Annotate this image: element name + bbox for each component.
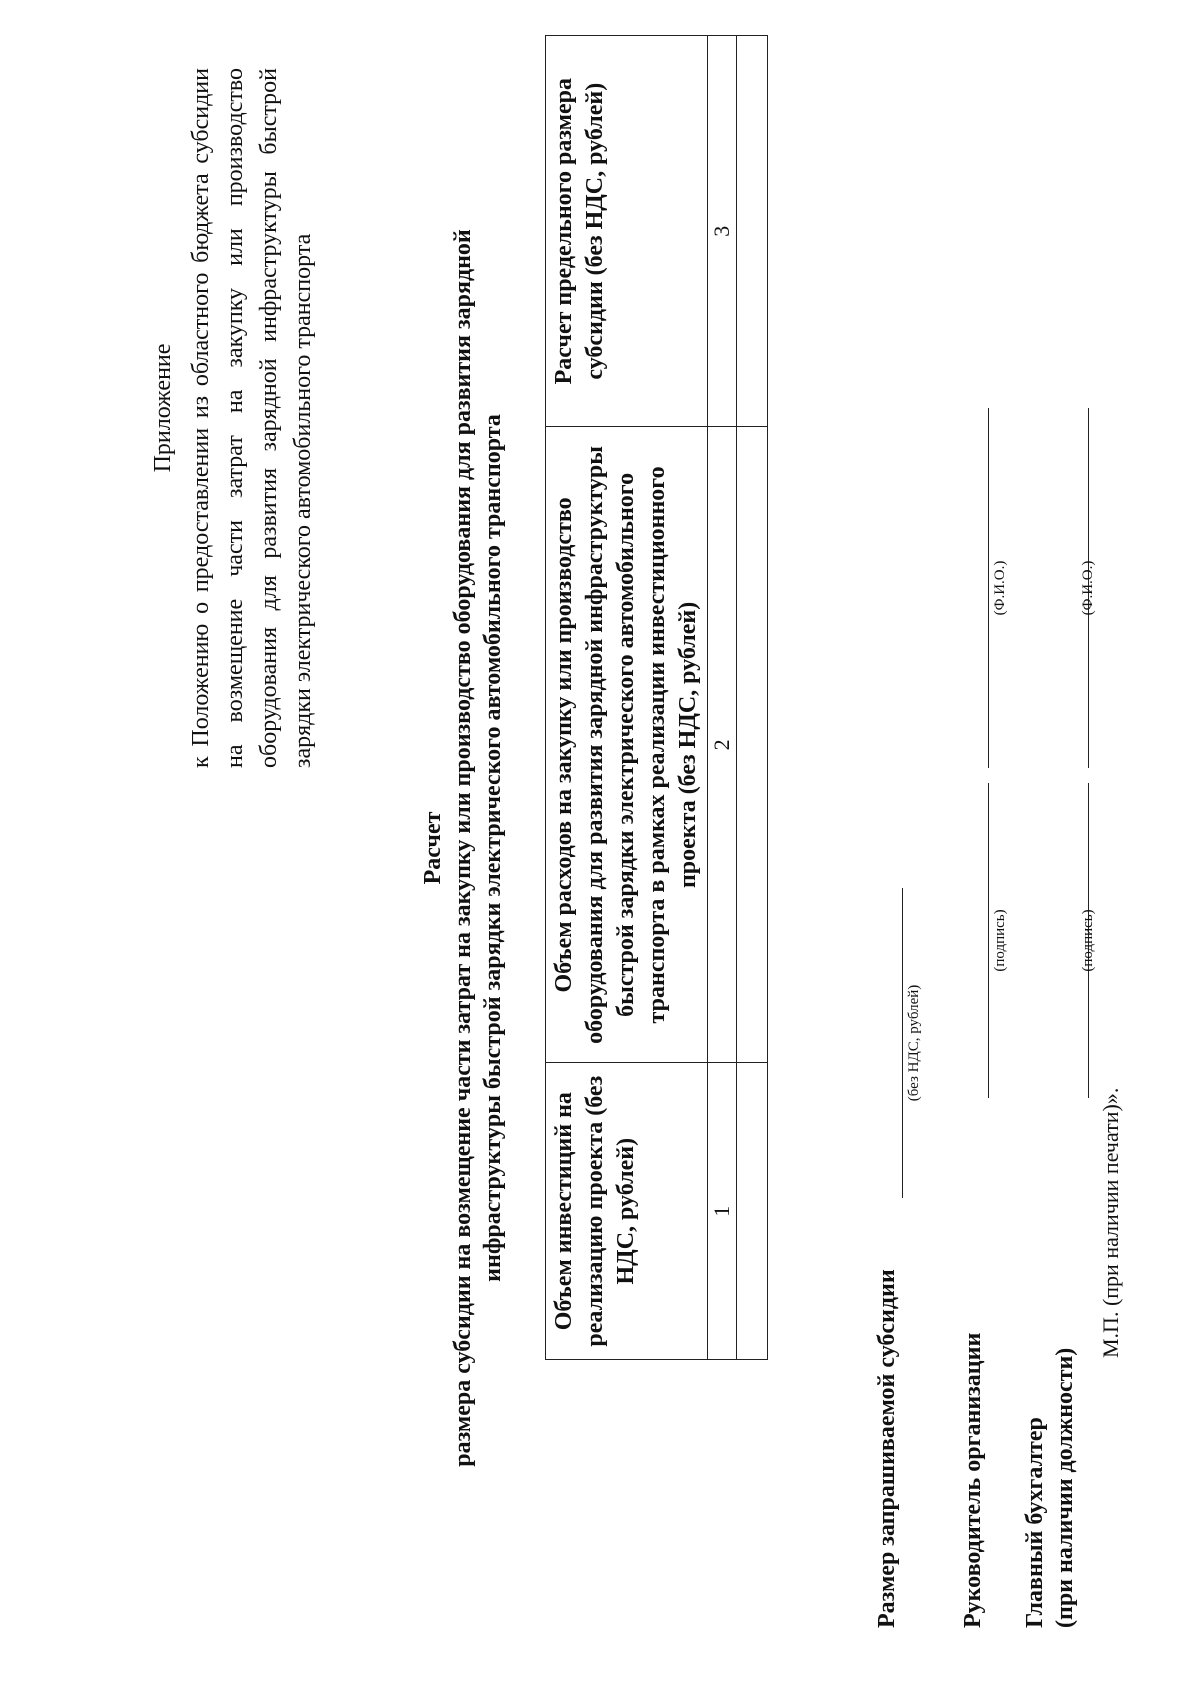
calculation-table xyxy=(545,35,768,1360)
calculation-title-block xyxy=(418,148,508,1548)
table-cell xyxy=(737,1063,768,1360)
requested-subsidy-line xyxy=(872,888,903,1198)
table-cell xyxy=(737,427,768,1063)
table-header-cell: Расчет предельного размера субсидии (без НДС, рублей) xyxy=(546,36,708,427)
stamp-note: М.П. (при наличии печати)». xyxy=(1098,1087,1123,1358)
table-number-cell: 3 xyxy=(708,36,737,427)
accountant-label-line-1: Главный бухгалтер xyxy=(1022,1417,1048,1628)
calculation-heading: Расчет xyxy=(420,811,446,885)
accountant-name-caption: (Ф.И.О.) xyxy=(1080,560,1096,616)
table-number-row xyxy=(708,36,737,1360)
accountant-signature-caption: (подпись) xyxy=(1080,909,1096,972)
head-signature-line xyxy=(958,783,989,1098)
document-page xyxy=(150,68,1123,1628)
table-header-cell: Объем расходов на закупку или производство оборудования для развития зарядной инфраструктуры быстрой зарядки электрического автомобильного транспорта в рамках реализации инвестиционного проекта (без НДС, рублей) xyxy=(546,427,708,1063)
table-header-row xyxy=(546,36,708,1360)
appendix-title: Приложение xyxy=(150,343,176,473)
head-label: Руководитель организации xyxy=(960,1332,986,1628)
head-name-line xyxy=(958,408,989,768)
table-number-cell: 1 xyxy=(708,1063,737,1360)
head-signature-caption: (подпись) xyxy=(992,909,1008,972)
accountant-label-line-2: (при наличии должности) xyxy=(1052,1347,1078,1628)
appendix-text: к Положению о предоставлении из областного бюджета субсидии на возмещение части затрат на закупку или производство оборудования для развития зарядной инфраструктуры быстрой зарядки электрического автомобильного транспорта xyxy=(188,68,316,768)
table-row xyxy=(737,36,768,1360)
table-cell xyxy=(737,36,768,427)
table-number-cell: 2 xyxy=(708,427,737,1063)
table-header-cell: Объем инвестиций на реализацию проекта (без НДС, рублей) xyxy=(546,1063,708,1360)
requested-subsidy-caption: (без НДС, рублей) xyxy=(906,984,922,1102)
head-name-caption: (Ф.И.О.) xyxy=(992,560,1008,616)
calculation-subtitle: размера субсидии на возмещение части затрат на закупку или производство оборудования для развития зарядной инфраструктуры быстрой зарядки электрического автомобильного транспорта xyxy=(450,229,506,1467)
requested-subsidy-label: Размер запрашиваемой субсидии xyxy=(874,1269,900,1628)
